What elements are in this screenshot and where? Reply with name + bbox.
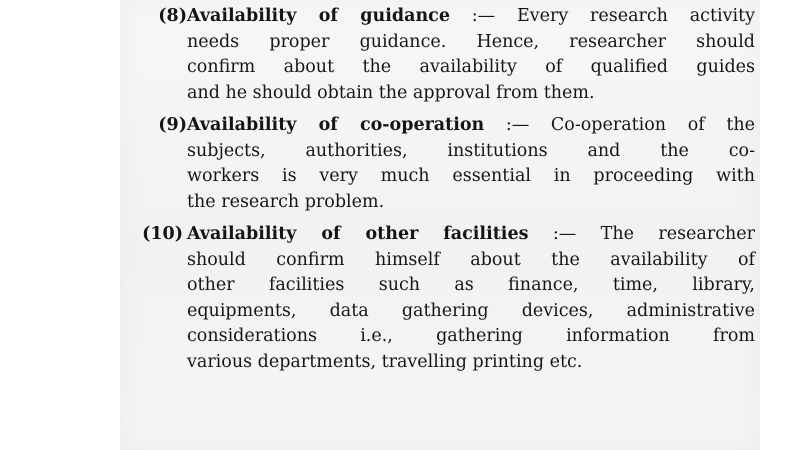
item-line: should confirm himself about the availability of [187, 249, 755, 270]
list-item-10 [135, 222, 755, 375]
item-first-line [187, 222, 755, 248]
item-line: confirm about the availability of qualified guides [187, 57, 755, 77]
item-number: (9) [158, 115, 187, 135]
item-number: (10) [142, 224, 183, 244]
document-body [135, 4, 755, 382]
item-line: considerations i.e., gathering information from [187, 326, 755, 346]
heading-separator: :— [484, 115, 551, 135]
item-line: subjects, authorities, institutions and the co- [187, 140, 755, 161]
item-line: various departments, travelling printing etc. [187, 351, 583, 372]
item-text: The researcher [600, 224, 756, 244]
item-text: Co-operation of the [550, 115, 755, 135]
item-heading: Availability of co-operation [187, 115, 485, 135]
item-line: needs proper guidance. Hence, researcher should [187, 31, 755, 52]
list-item-9 [135, 113, 755, 215]
item-first-line [187, 4, 755, 30]
list-item-8 [135, 4, 755, 106]
item-line: workers is very much essential in proceeding with [187, 166, 755, 186]
item-line: and he should obtain the approval from them. [187, 82, 595, 103]
item-heading: Availability of other facilities [187, 224, 529, 244]
item-text: Every research activity [516, 6, 756, 26]
heading-separator: :— [449, 6, 517, 26]
item-line: other facilities such as finance, time, library, [187, 275, 755, 295]
item-heading: Availability of guidance [187, 6, 450, 26]
item-line: equipments, data gathering devices, administrative [187, 300, 755, 321]
item-line: the research problem. [187, 191, 385, 212]
heading-separator: :— [528, 224, 601, 244]
item-number: (8) [158, 6, 187, 26]
item-first-line [187, 113, 755, 139]
